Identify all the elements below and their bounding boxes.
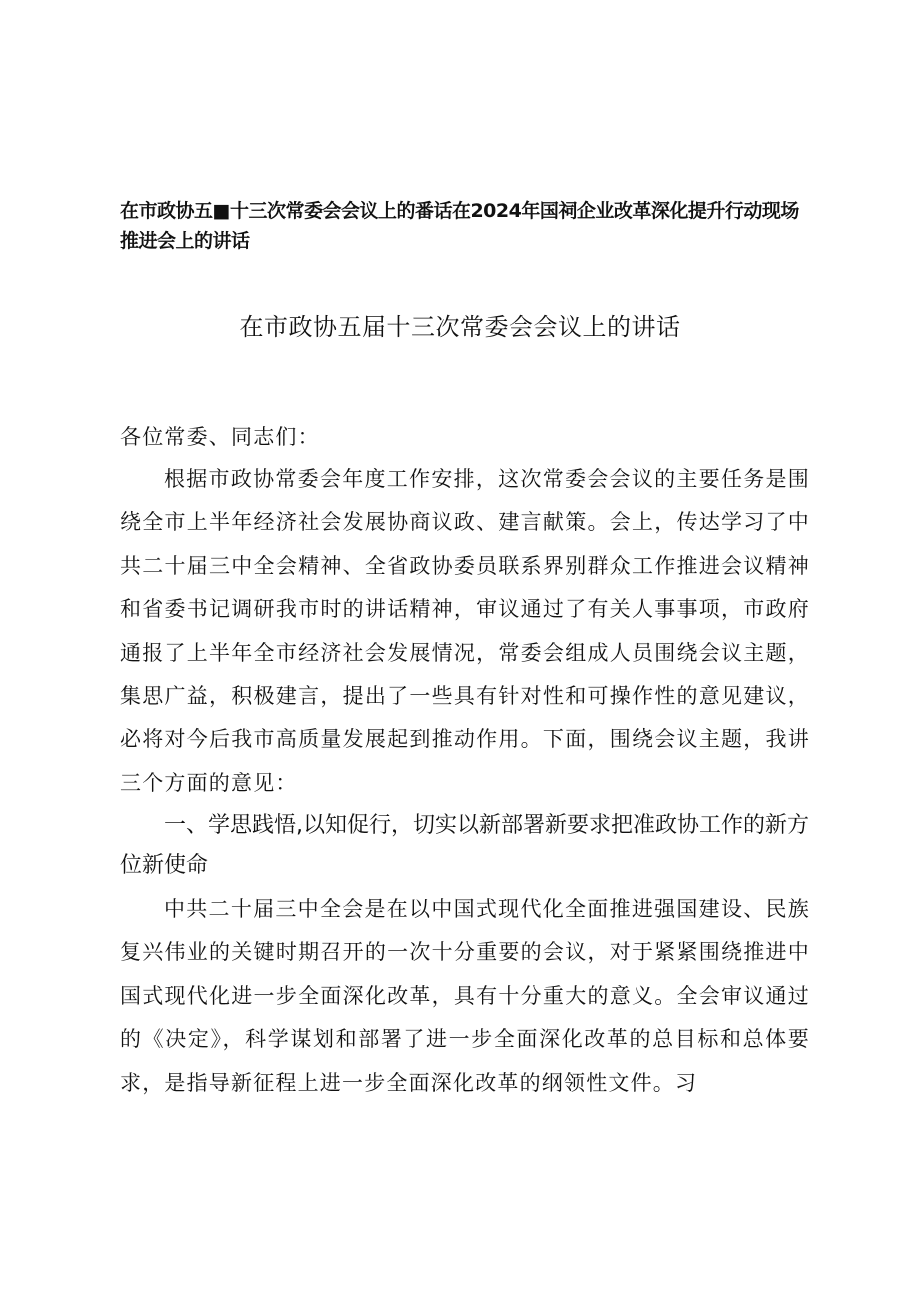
paragraph-section-1: 中共二十届三中全会是在以中国式现代化全面推进强国建设、民族复兴伟业的关键时期召开的一次十分重要的会议，对于紧紧围绕推进中国式现代化进一步全面深化改革，具有十分重大的意义。全会审议通过的《决定》，科学谋划和部署了进一步全面深化改革的总目标和总体要求，是指导新征程上进一步全面深化改革的纲领性文件。习	[120, 897, 810, 1095]
document-header-line: 在市政协五■十三次常委会会议上的番话在2024年国祠企业改革深化提升行动现场推进会上的讲话	[120, 200, 799, 252]
salutation: 各位常委、同志们：	[120, 425, 320, 449]
section-heading-1: 一、学思践悟,以知促行，切实以新部署新要求把准政协工作的新方位新使命	[120, 813, 809, 878]
paragraph-intro: 根据市政协常委会年度工作安排，这次常委会会议的主要任务是围绕全市上半年经济社会发展协商议政、建言献策。会上，传达学习了中共二十届三中全会精神、全省政协委员联系界别群众工作推进会议精神和省委书记调研我市时的讲话精神，审议通过了有关人事事项，市政府通报了上半年全市经济社会发展情况，常委会组成人员围绕会议主题，集思广益，积极建言，提出了一些具有针对性和可操作性的意见建议，必将对今后我市高质量发展起到推动作用。下面，围绕会议主题，我讲三个方面的意见：	[120, 467, 810, 795]
speech-title: 在市政协五届十三次常委会会议上的讲话	[239, 313, 681, 341]
